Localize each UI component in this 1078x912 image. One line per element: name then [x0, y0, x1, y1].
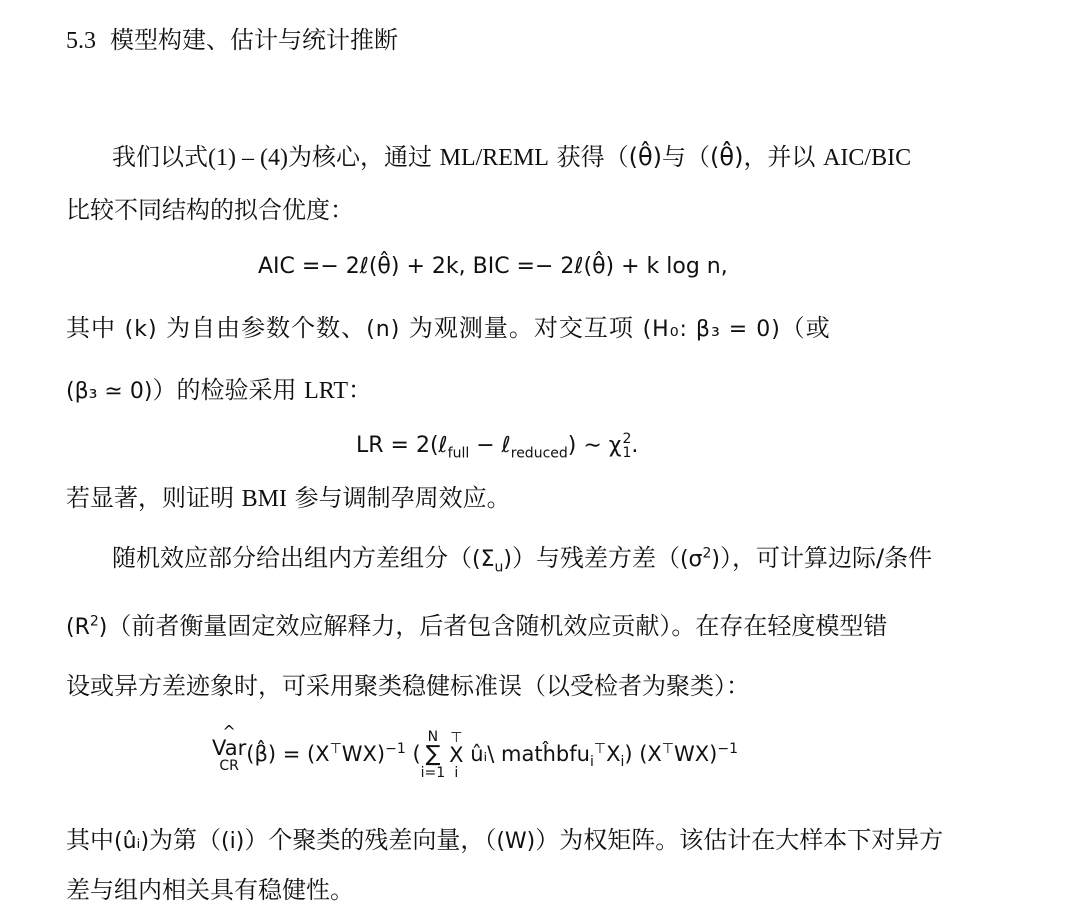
- eq-sub: 1: [622, 445, 632, 461]
- text-span: 我们以式: [112, 143, 208, 171]
- text-span: 其中: [66, 314, 125, 342]
- eq-text: ) ∼ χ: [567, 433, 622, 458]
- math-k: (k): [124, 317, 158, 342]
- section-number: 5.3: [66, 28, 96, 54]
- text-span: 随机效应部分给出组内方差组分（: [112, 544, 472, 572]
- method-name: ML/REML: [439, 145, 549, 171]
- test-name: LRT: [304, 378, 348, 404]
- math-n: (n): [366, 317, 401, 342]
- math-w: (W): [496, 829, 536, 854]
- theta-double-hat: (θ̂̂): [710, 143, 744, 171]
- paragraph-3: [66, 478, 511, 513]
- section-title: 模型构建、估计与统计推断: [110, 26, 398, 54]
- equation-aic-bic: AIC =− 2ℓ(θ̂) + 2k, BIC =− 2ℓ(θ̂) + k log n,: [258, 254, 728, 279]
- text-span: ）为权矩阵。该估计在大样本下对异方: [535, 826, 944, 854]
- math-i: (i): [221, 829, 245, 854]
- paragraph-4-line-3: 设或异方差迹象时，可采用聚类稳健标准误（以受检者为聚类）：: [66, 672, 750, 700]
- text-span: ：: [347, 376, 372, 404]
- var-cr: ^ Var CR: [212, 721, 247, 774]
- math-h0: (H₀: β₃ = 0): [642, 317, 781, 342]
- eq-sub: full: [447, 445, 470, 462]
- eq-sub: reduced: [510, 445, 568, 462]
- bmi-term: BMI: [241, 486, 287, 512]
- text-span: 为观测量。对交互项: [400, 314, 643, 342]
- text-span: ）与残差方差（: [511, 544, 680, 572]
- text-span: 其中: [66, 826, 114, 854]
- paragraph-5-line-1: [66, 820, 943, 855]
- math-beta3: (β₃ ≃ 0): [66, 379, 153, 404]
- x-i-transpose: ⊤ X i: [449, 729, 464, 781]
- equation-var-cr: ^ Var CR (β̂) = $(X^⊤WX)^{-1}$ ( N ∑ i=1 ⊤ X i ûᵢ\ $matĥbfu_i^⊤X_i$) $(X^⊤WX)^{-1}$: [212, 721, 738, 781]
- equation-lr: [356, 432, 638, 460]
- paragraph-4-line-2: [66, 606, 887, 641]
- equation-ref: (1) – (4): [208, 145, 288, 171]
- text-span: （前者衡量固定效应解释力，后者包含随机效应贡献）。在存在轻度模型错: [107, 612, 888, 640]
- summation: N ∑ i=1: [420, 729, 446, 781]
- text-span: ）个聚类的残差向量，（: [244, 826, 497, 854]
- theta-hat: (θ̂): [628, 143, 663, 171]
- eq-sup: 2: [622, 431, 632, 447]
- text-span: ）的检验采用: [152, 376, 305, 404]
- paragraph-5-line-2: 差与组内相关具有稳健性。: [66, 876, 354, 904]
- text-span: 为自由参数个数、: [157, 314, 367, 342]
- paragraph-2-line-1: [66, 308, 831, 343]
- eq-text: .: [631, 433, 639, 458]
- text-span: （或: [780, 314, 831, 342]
- criteria-name: AIC/BIC: [823, 145, 912, 171]
- paragraph-4-line-1: [112, 538, 933, 576]
- paragraph-1-line-2: 比较不同结构的拟合优度：: [66, 196, 354, 224]
- section-heading: [66, 20, 398, 55]
- math-sigma2: $(\sigma^2)$: [679, 545, 720, 572]
- text-span: ，并以: [743, 143, 824, 171]
- paragraph-2-line-2: [66, 370, 372, 405]
- eq-text: − ℓ: [469, 433, 511, 458]
- text-span: 为核心，通过: [287, 143, 440, 171]
- text-span: 参与调制孕周效应。: [286, 484, 511, 512]
- math-u-i: (ûᵢ): [114, 829, 150, 854]
- math-sigma-u: $(\Sigma_u)$: [472, 547, 512, 576]
- beta-hat: (β̂): [246, 742, 277, 766]
- paragraph-1-line-1: [112, 137, 911, 172]
- text-span: ），可计算边际/条件: [720, 544, 933, 572]
- eq-text: LR = 2(ℓ: [356, 433, 448, 458]
- text-span: 若显著，则证明: [66, 484, 242, 512]
- text-span: 获得（: [548, 143, 629, 171]
- text-span: 为第（: [149, 826, 222, 854]
- text-span: 与（: [662, 143, 711, 171]
- math-r2: $(R^2)$: [66, 613, 108, 640]
